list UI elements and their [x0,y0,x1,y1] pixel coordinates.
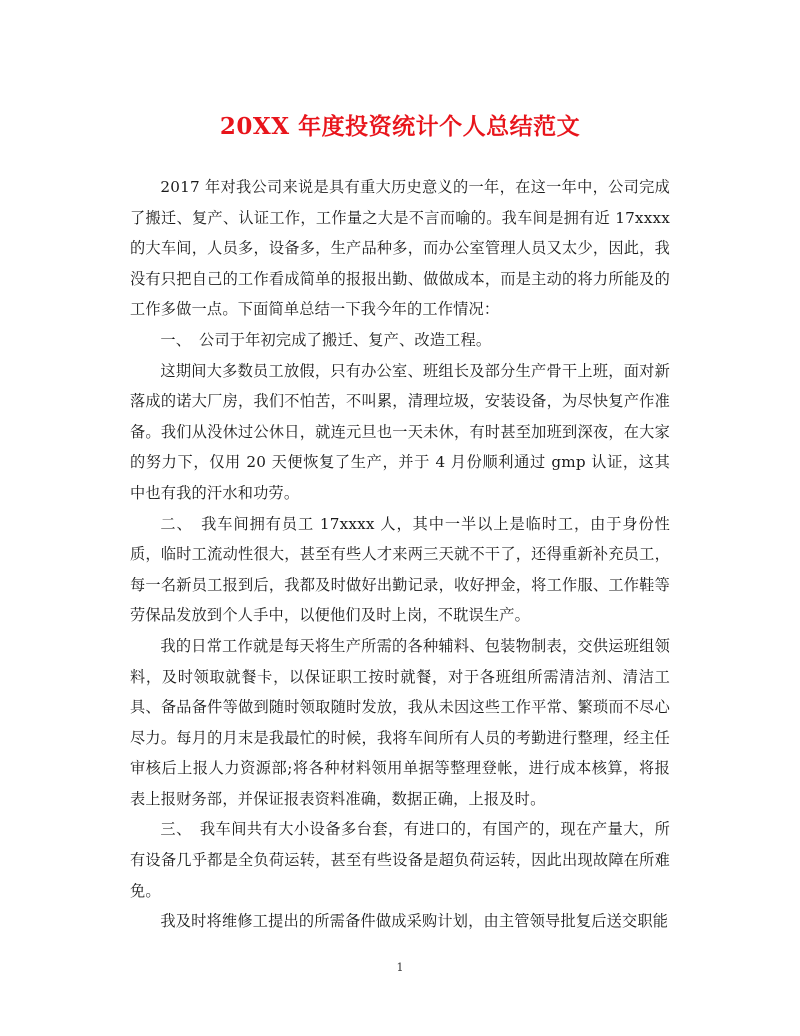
document-title: 20XX 年度投资统计个人总结范文 [219,113,581,140]
page-number: 1 [396,961,404,974]
document-body [130,172,670,937]
paragraph-daily-work: 我的日常工作就是每天将生产所需的各种辅料、包装物制表，交供运班组领料，及时领取就餐卡，以保证职工按时就餐，对于各班组所需清洁剂、清洁工具、备品备件等做到随时领取随时发放，我从未因这些工作平常、繁琐而不尽心尽力。每月的月末是我最忙的时候，我将车间所有人员的考勤进行整理，经主任审核后上报人力资源部;将各种材料领用单据等整理登帐，进行成本核算，将报表上报财务部，并保证报表资料准确，数据正确，上报及时。 [130,636,670,808]
paragraph-section-2: 二、 我车间拥有员工 17xxxx 人，其中一半以上是临时工，由于身份性质，临时工流动性很大，甚至有些人才来两三天就不干了，还得重新补充员工，每一名新员工报到后，我都及时做好出勤记录，收好押金，将工作服、工作鞋等劳保品发放到个人手中，以便他们及时上岗，不耽误生产。 [130,514,670,625]
paragraph-maintenance: 我及时将维修工提出的所需备件做成采购计划，由主管领导批复后送交职能 [160,912,669,931]
paragraph-section-1-heading: 一、 公司于年初完成了搬迁、复产、改造工程。 [160,330,492,349]
paragraph-intro: 2017 年对我公司来说是具有重大历史意义的一年，在这一年中，公司完成了搬迁、复产、认证工作，工作量之大是不言而喻的。我车间是拥有近 17xxxx 的大车间，人员多，设备多，生产品种多，而办公室管理人员又太少，因此，我没有只把自己的工作看成简单的报报出勤、做做成本，而是主动的将力所能及的工作多做一点。下面简单总结一下我今年的工作情况： [130,178,670,319]
paragraph-section-1-body: 这期间大多数员工放假，只有办公室、班组长及部分生产骨干上班，面对新落成的诺大厂房，我们不怕苦，不叫累，清理垃圾，安装设备，为尽快复产作准备。我们从没休过公休日，就连元旦也一天未休，有时甚至加班到深夜，在大家的努力下，仅用 20 天便恢复了生产，并于 4 月份顺利通过 gmp 认证，这其中也有我的汗水和功劳。 [130,361,670,502]
paragraph-section-3: 三、 我车间共有大小设备多台套，有进口的，有国产的，现在产量大，所有设备几乎都是全负荷运转，甚至有些设备是超负荷运转，因此出现故障在所难免。 [130,820,670,900]
